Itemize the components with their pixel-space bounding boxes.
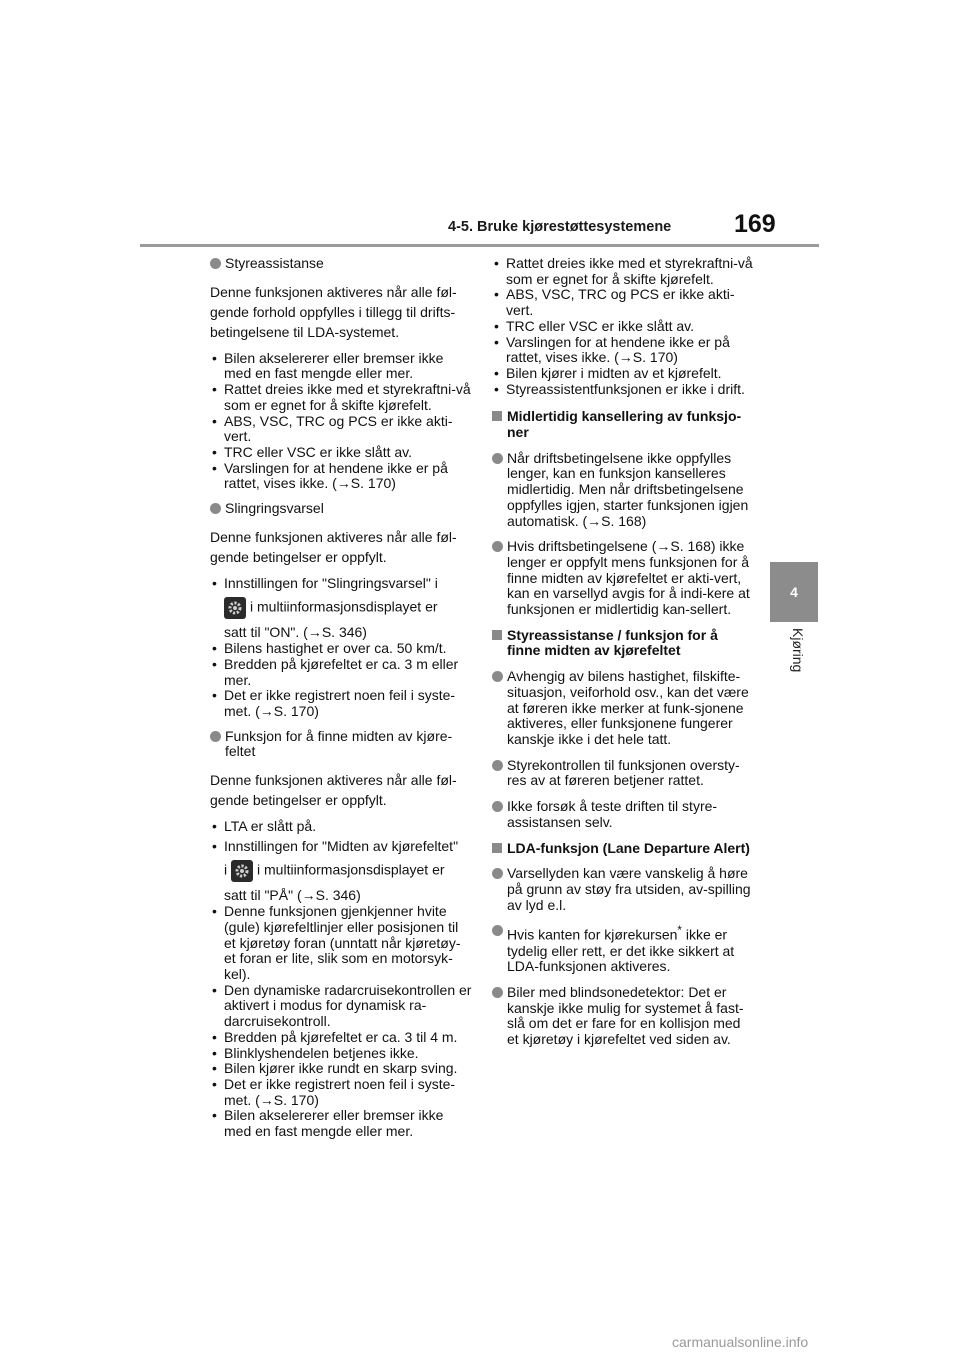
bullet-item: • Bilen akselererer eller bremser ikke med en fast mengde eller mer. [210,351,472,382]
left-column [210,256,472,1149]
bullet-list [210,351,472,492]
item-title: Styreassistanse [225,255,324,271]
item-text: Hvis driftsbetingelsene (→S. 168) ikke lenger er oppfylt mens funksjonen for å finne midten av kjørefeltet er akti-vert, kan en varsellyd avgis for å indi-kere at funksjonen er midlertidig kan-sellert. [507,538,750,618]
section-heading [492,409,754,440]
bullet-item: • Bilen kjører i midten av et kjørefelt. [492,366,754,382]
list-item [492,985,754,1048]
bullet-circle-icon [492,987,503,998]
item-text-pre: Hvis kanten for kjørekursen [507,926,678,943]
bullet-item: • Det er ikke registrert noen feil i syste-met. (→S. 170) [210,1077,472,1108]
paragraph: Denne funksjonen aktiveres når alle føl-gende forhold oppfylles i tillegg til drifts-betingelsene til LDA-systemet. [210,283,457,340]
bullet-item: • Bilen kjører ikke rundt en skarp sving. [210,1061,472,1077]
list-item [492,923,754,975]
list-item [210,256,472,272]
bullet-circle-icon [492,453,503,464]
chapter-tab [770,562,818,622]
list-item [492,866,754,913]
right-column [492,256,754,1058]
bullet-item: • Bredden på kjørefeltet er ca. 3 m eller mer. [210,657,472,688]
bullet-item: • Rattet dreies ikke med et styrekraftni-vå som er egnet for å skifte kjørefelt. [210,382,472,413]
section-heading [492,628,754,659]
watermark[interactable]: carmanualsonline.info [672,1334,809,1350]
bullet-item: • Styreassistentfunksjonen er ikke i drift. [492,382,754,398]
bullet-item: • TRC eller VSC er ikke slått av. [492,319,754,335]
bullet-item: • Rattet dreies ikke med et styrekraftni-vå som er egnet for å skifte kjørefelt. [492,256,754,287]
chapter-label: Kjøring [790,628,806,673]
bullet-circle-icon [492,760,503,771]
bullet-circle-icon [210,731,221,742]
bullet-circle-icon [210,503,221,514]
list-item [492,799,754,830]
bullet-item: • Denne funksjonen gjenkjenner hvite (gule) kjørefeltlinjer eller posisjonen til et kjøretøy foran (unntatt når kjøretøy-et foran er lite, slik som en motorsyk-kel). [210,904,472,983]
item-text: Biler med blindsonedetektor: Det er kanskje ikke mulig for systemet å fast-slå om det er fare for en kollisjon med et kjøretøy i kjørefeltet ved siden av. [507,984,744,1048]
bullet-list [210,576,472,720]
list-item [210,729,472,760]
item-text: Varsellyden kan være vanskelig å høre på grunn av støy fra utsiden, av-spilling av lyd e.l. [507,865,751,913]
paragraph: Denne funksjonen aktiveres når alle føl-gende betingelser er oppfylt. [210,528,457,565]
bullet-circle-icon [492,925,503,936]
page-number: 169 [734,210,776,238]
bullet-item: • Varslingen for at hendene ikke er på rattet, vises ikke. (→S. 170) [492,335,754,366]
bullet-item: • Det er ikke registrert noen feil i syste-met. (→S. 170) [210,688,472,719]
gear-icon [224,597,246,619]
section-title: 4-5. Bruke kjørestøttesystemene [448,219,672,235]
list-item [492,451,754,530]
chapter-number: 4 [790,584,798,600]
bullet-list [210,819,472,1140]
icon-line-text: i multiinformasjonsdisplayet er [250,599,438,616]
bullet-continuation: satt til "PÅ" (→S. 346) [224,887,361,904]
bullet-circle-icon [210,258,221,269]
bullet-item: • Innstillingen for "Midten av kjørefeltet" [210,839,472,855]
item-text: Styrekontrollen til funksjonen oversty-res av at føreren betjener rattet. [507,756,740,789]
heading-text: Styreassistanse / funksjon for å finne midten av kjørefeltet [507,626,718,659]
heading-square-icon [492,411,502,421]
bullet-item: • Blinklyshendelen betjenes ikke. [210,1046,472,1062]
heading-square-icon [492,843,502,853]
list-item [492,758,754,789]
bullet-circle-icon [492,541,503,552]
icon-line [210,860,472,882]
bullet-item: • Bilens hastighet er over ca. 50 km/t. [210,641,472,657]
bullet-continuation: satt til "ON". (→S. 346) [224,624,367,641]
bullet-item: • Bilen akselererer eller bremser ikke med en fast mengde eller mer. [210,1108,472,1139]
icon-line-prefix: i [224,862,228,879]
item-text-post: ikke er tydelig eller rett, er det ikke sikkert at LDA-funksjonen aktiveres. [507,926,735,975]
bullet-item: • Den dynamiske radarcruisekontrollen er aktivert i modus for dynamisk ra-darcruisekontroll. [210,983,472,1030]
heading-text: LDA-funksjon (Lane Departure Alert) [507,839,750,856]
bullet-list [492,256,754,397]
footnote-asterisk: * [677,924,682,938]
list-item [210,501,472,517]
bullet-circle-icon [492,671,503,682]
bullet-item: • ABS, VSC, TRC og PCS er ikke akti-vert. [492,287,754,318]
section-heading [492,841,754,857]
bullet-item: • ABS, VSC, TRC og PCS er ikke akti-vert. [210,414,472,445]
icon-line-text: i multiinformasjonsdisplayet er [257,862,445,879]
item-text: Når driftsbetingelsene ikke oppfylles lenger, kan en funksjon kanselleres midlertidig. Men når driftsbetingelsene oppfylles igjen, starter funksjonen igjen automatisk. (→S. 168) [507,449,749,529]
header-divider [140,244,819,247]
bullet-item: • Varslingen for at hendene ikke er på rattet, vises ikke. (→S. 170) [210,461,472,492]
list-item [492,669,754,748]
bullet-item: • Innstillingen for "Slingringsvarsel" i [210,576,472,592]
paragraph: Denne funksjonen aktiveres når alle føl-gende betingelser er oppfylt. [210,772,457,809]
bullet-item: • LTA er slått på. [210,819,472,835]
item-title: Funksjon for å finne midten av kjøre-feltet [225,727,453,760]
gear-icon [231,860,253,882]
list-item [492,539,754,618]
item-title: Slingringsvarsel [225,500,324,517]
bullet-circle-icon [492,868,503,879]
item-text: Ikke forsøk å teste driften til styre-assistansen selv. [507,798,718,830]
icon-line [210,597,472,619]
bullet-item: • TRC eller VSC er ikke slått av. [210,445,472,461]
item-text: Avhengig av bilens hastighet, filskifte-situasjon, veiforhold osv., kan det være at føreren ikke merker at funk-sjonene aktiveres, eller funksjonene fungerer kanskje ikke i det hele tatt. [507,668,749,747]
heading-text: Midlertidig kansellering av funksjo-ner [507,408,742,441]
heading-square-icon [492,630,502,640]
bullet-item: • Bredden på kjørefeltet er ca. 3 til 4 m. [210,1030,472,1046]
bullet-circle-icon [492,801,503,812]
